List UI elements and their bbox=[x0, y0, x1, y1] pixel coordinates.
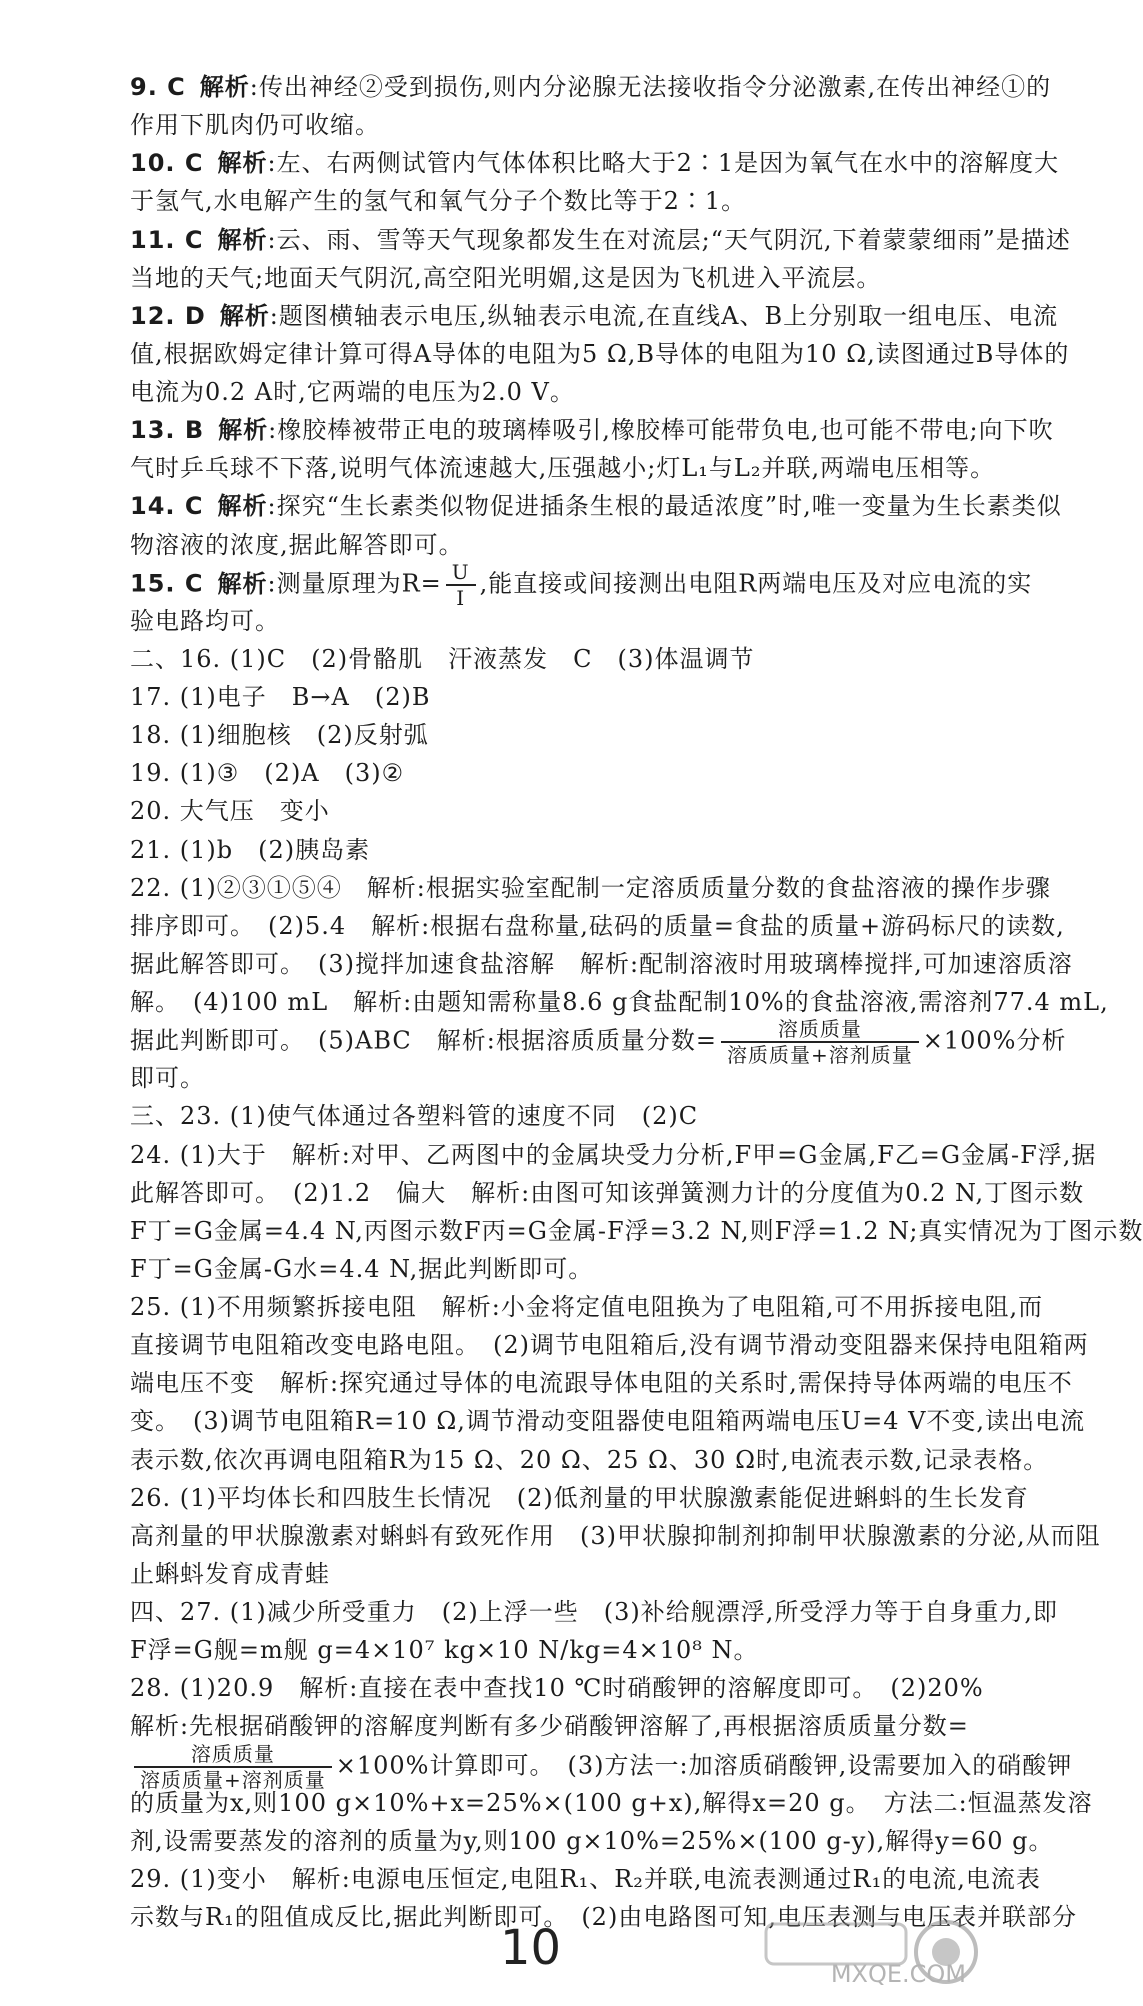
answer-line: 三、23. (1)使气体通过各塑料管的速度不同 (2)C bbox=[130, 1102, 699, 1130]
answer-line: $\frac{\text{溶质质量}}{\text{溶质质量+溶剂质量}}$ ×100%计算即可。 (3)方法一:加溶质硝酸钾,设需要加入的硝酸钾 bbox=[130, 1742, 960, 1792]
answer-line: 15. C 解析:测量原理为R= $\frac{U}{I}$ ,能直接或间接测出电阻R两端电压及对应电流的实 bbox=[130, 560, 1033, 610]
answer-line: 9. C 解析:传出神经②受到损伤,则内分泌腺无法接收指令分泌激素,在传出神经①的 bbox=[130, 73, 1052, 101]
answer-line: 的质量为x,则100 g×10%+x=25%×(100 g+x),解得x=20 g。 方法二:恒温蒸发溶 bbox=[130, 1789, 1093, 1817]
question-number: 15. C bbox=[130, 569, 204, 598]
answer-line: 28. (1)20.9 解析:直接在表中查找10 ℃时硝酸钾的溶解度即可。 (2)20% bbox=[130, 1674, 984, 1702]
answer-line: 直接调节电阻箱改变电路电阻。 (2)调节电阻箱后,没有调节滑动变阻器来保持电阻箱两 bbox=[130, 1331, 1089, 1359]
answer-line: 气时乒乓球不下落,说明气体流速越大,压强越小;灯L₁与L₂并联,两端电压相等。 bbox=[130, 454, 996, 482]
answer-line: 四、27. (1)减少所受重力 (2)上浮一些 (3)补给舰漂浮,所受浮力等于自身重力,即 bbox=[130, 1598, 1059, 1626]
fraction: $\frac{U}{I}$ bbox=[446, 560, 476, 610]
question-number: 10. C bbox=[130, 149, 204, 177]
question-number: 9. C bbox=[130, 73, 186, 101]
answer-line: 12. D 解析:题图横轴表示电压,纵轴表示电流,在直线A、B上分别取一组电压、电流 bbox=[130, 302, 1059, 330]
question-number: 13. B bbox=[130, 416, 205, 444]
answer-line: 11. C 解析:云、雨、雪等天气现象都发生在对流层;“天气阴沉,下着蒙蒙细雨”是描述 bbox=[130, 226, 1071, 254]
analysis-label: 解析 bbox=[217, 226, 268, 254]
answer-line: 表示数,依次再调电阻箱R为15 Ω、20 Ω、25 Ω、30 Ω时,电流表示数,记录表格。 bbox=[130, 1446, 1049, 1474]
answer-line: 当地的天气;地面天气阴沉,高空阳光明媚,这是因为飞机进入平流层。 bbox=[130, 264, 882, 292]
answer-line: 示数与R₁的阻值成反比,据此判断即可。 (2)由电路图可知,电压表测与电压表并联部分 bbox=[130, 1903, 1077, 1931]
fraction: $\frac{\text{溶质质量}}{\text{溶质质量+溶剂质量}}$ bbox=[721, 1017, 919, 1067]
answer-line: 变。 (3)调节电阻箱R=10 Ω,调节滑动变阻器使电阻箱两端电压U=4 V不变,读出电流 bbox=[130, 1407, 1086, 1435]
analysis-label: 解析 bbox=[217, 569, 268, 598]
answer-line: 22. (1)②③①⑤④ 解析:根据实验室配制一定溶质质量分数的食盐溶液的操作步骤 bbox=[130, 874, 1051, 902]
analysis-label: 解析 bbox=[217, 492, 268, 520]
analysis-label: 解析 bbox=[217, 149, 268, 177]
answer-line: 10. C 解析:左、右两侧试管内气体体积比略大于2∶1是因为氧气在水中的溶解度大 bbox=[130, 149, 1060, 177]
answer-line: F丁=G金属=4.4 N,丙图示数F丙=G金属-F浮=3.2 N,则F浮=1.2 N;真实情况为丁图示数 bbox=[130, 1217, 1143, 1245]
question-number: 11. C bbox=[130, 226, 204, 254]
answer-line: 二、16. (1)C (2)骨骼肌 汗液蒸发 C (3)体温调节 bbox=[130, 645, 755, 673]
answer-line: 25. (1)不用频繁拆接电阻 解析:小金将定值电阻换为了电阻箱,可不用拆接电阻,而 bbox=[130, 1293, 1044, 1321]
answer-line: 21. (1)b (2)胰岛素 bbox=[130, 836, 371, 864]
answer-line: 13. B 解析:橡胶棒被带正电的玻璃棒吸引,橡胶棒可能带负电,也可能不带电;向下吹 bbox=[130, 416, 1054, 444]
answer-line: 此解答即可。 (2)1.2 偏大 解析:由图可知该弹簧测力计的分度值为0.2 N,丁图示数 bbox=[130, 1179, 1085, 1207]
answer-line: 电流为0.2 A时,它两端的电压为2.0 V。 bbox=[130, 378, 575, 406]
answer-line: 解。 (4)100 mL 解析:由题知需称量8.6 g食盐配制10%的食盐溶液,需溶剂77.4 mL, bbox=[130, 988, 1109, 1016]
fraction: $\frac{\text{溶质质量}}{\text{溶质质量+溶剂质量}}$ bbox=[134, 1742, 332, 1792]
answer-line: 26. (1)平均体长和四肢生长情况 (2)低剂量的甲状腺激素能促进蝌蚪的生长发育 bbox=[130, 1484, 1029, 1512]
question-number: 12. D bbox=[130, 302, 206, 330]
answer-line: F浮=G舰=m舰 g=4×10⁷ kg×10 N/kg=4×10⁸ N。 bbox=[130, 1636, 759, 1664]
analysis-label: 解析 bbox=[199, 73, 250, 101]
answer-line: 止蝌蚪发育成青蛙 bbox=[130, 1560, 330, 1588]
answer-line: 29. (1)变小 解析:电源电压恒定,电阻R₁、R₂并联,电流表测通过R₁的电流,电流表 bbox=[130, 1865, 1041, 1893]
analysis-label: 解析 bbox=[218, 416, 269, 444]
answer-line: 据此解答即可。 (3)搅拌加速食盐溶解 解析:配制溶液时用玻璃棒搅拌,可加速溶质溶 bbox=[130, 950, 1073, 978]
page-number: 10 bbox=[500, 1920, 562, 1976]
answer-line: 据此判断即可。 (5)ABC 解析:根据溶质质量分数= $\frac{\text{溶质质量}}{\text{溶质质量+溶剂质量}}$ ×100%分析 bbox=[130, 1017, 1067, 1067]
answer-line: 19. (1)③ (2)A (3)② bbox=[130, 759, 405, 787]
question-number: 14. C bbox=[130, 492, 204, 520]
answer-line: 20. 大气压 变小 bbox=[130, 797, 330, 825]
watermark-logo-icon bbox=[746, 1914, 986, 1996]
answer-line: 即可。 bbox=[130, 1064, 205, 1092]
answer-line: 解析:先根据硝酸钾的溶解度判断有多少硝酸钾溶解了,再根据溶质质量分数= bbox=[130, 1712, 969, 1740]
answer-line: 端电压不变 解析:探究通过导体的电流跟导体电阻的关系时,需保持导体两端的电压不 bbox=[130, 1369, 1073, 1397]
answer-line: 24. (1)大于 解析:对甲、乙两图中的金属块受力分析,F甲=G金属,F乙=G金属-F浮,据 bbox=[130, 1141, 1097, 1169]
answer-line: 值,根据欧姆定律计算可得A导体的电阻为5 Ω,B导体的电阻为10 Ω,读图通过B导体的 bbox=[130, 340, 1070, 368]
answer-line: 18. (1)细胞核 (2)反射弧 bbox=[130, 721, 429, 749]
answer-line: 17. (1)电子 B→A (2)B bbox=[130, 683, 431, 711]
answer-line: 剂,设需要蒸发的溶剂的质量为y,则100 g×10%=25%×(100 g-y),解得y=60 g。 bbox=[130, 1827, 1054, 1855]
answer-line: 排序即可。 (2)5.4 解析:根据右盘称量,砝码的质量=食盐的质量+游码标尺的读数, bbox=[130, 912, 1065, 940]
answer-line: F丁=G金属-G水=4.4 N,据此判断即可。 bbox=[130, 1255, 594, 1283]
answer-line: 高剂量的甲状腺激素对蝌蚪有致死作用 (3)甲状腺抑制剂抑制甲状腺激素的分泌,从而阻 bbox=[130, 1522, 1101, 1550]
answer-line: 14. C 解析:探究“生长素类似物促进插条生根的最适浓度”时,唯一变量为生长素类似 bbox=[130, 492, 1062, 520]
answer-line: 验电路均可。 bbox=[130, 607, 280, 635]
answer-line: 作用下肌肉仍可收缩。 bbox=[130, 111, 380, 139]
answer-line: 于氢气,水电解产生的氢气和氧气分子个数比等于2∶1。 bbox=[130, 187, 747, 215]
analysis-label: 解析 bbox=[219, 302, 270, 330]
watermark-text: MXQE.COM bbox=[830, 1960, 966, 1988]
answer-line: 物溶液的浓度,据此解答即可。 bbox=[130, 531, 464, 559]
